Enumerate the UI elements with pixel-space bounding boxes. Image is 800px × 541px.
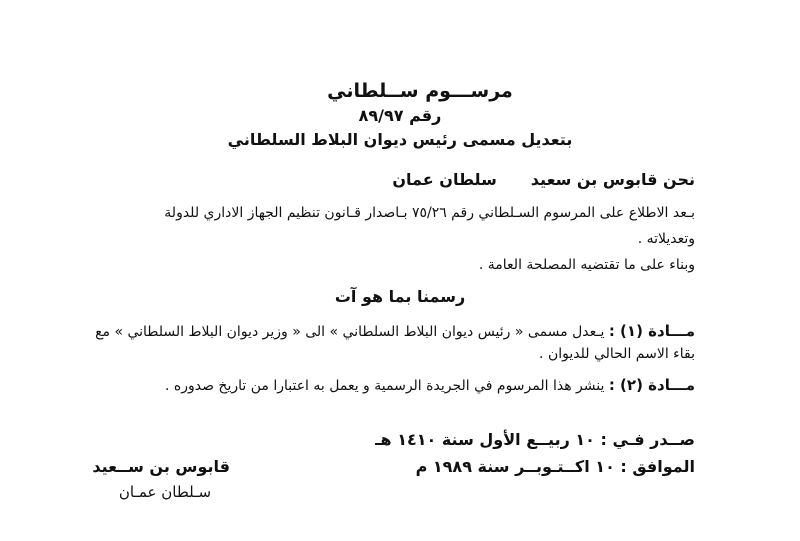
issuer-name: نحن قابوس بن سعيد bbox=[530, 170, 695, 189]
article-1 bbox=[95, 322, 695, 341]
decree-number: رقم ٨٩/٩٧ bbox=[358, 106, 442, 125]
preamble-line: وبناء على ما تقتضيه المصلحة العامة . bbox=[478, 257, 695, 273]
article-1-continuation: بقاء الاسم الحالي للديوان . bbox=[539, 346, 695, 362]
issuer-line bbox=[392, 170, 695, 189]
decree-formula: رسمنا بما هو آت bbox=[334, 287, 466, 306]
decree-subject: بتعديل مسمى رئيس ديوان البلاط السلطاني bbox=[227, 130, 573, 149]
issuer-title: سلطان عمان bbox=[392, 170, 497, 189]
decree-title: مرســـوم ســلطاني bbox=[327, 80, 513, 102]
signature-title: سـلطان عمـان bbox=[118, 483, 212, 501]
article-1-text: يـعدل مسمى « رئيس ديوان البلاط السلطاني » الى « وزير ديوان البلاط السلطاني » مع bbox=[95, 324, 605, 340]
corresponding-date: الموافق : ١٠ اكــتـوبــر سنة ١٩٨٩ م bbox=[415, 457, 695, 476]
preamble-line: بـعد الاطلاع على المرسوم السـلطاني رقم ٧٥/٢٦ بـاصدار قـانون تنظيم الجهاز الاداري للدولة bbox=[164, 205, 695, 221]
article-2-text: ينشر هذا المرسوم في الجريدة الرسمية و يعمل به اعتبارا من تاريخ صدوره . bbox=[164, 378, 605, 394]
article-2 bbox=[165, 376, 695, 395]
article-1-label: مـــادة (١) : bbox=[608, 322, 695, 340]
preamble-line: وتعديلاته . bbox=[637, 231, 695, 247]
issued-date: صــدر فـي : ١٠ ربيــع الأول سنة ١٤١٠ هـ bbox=[375, 430, 695, 449]
signature-name: قابوس بن ســعيد bbox=[92, 457, 230, 476]
article-2-label: مـــادة (٢) : bbox=[608, 376, 695, 394]
